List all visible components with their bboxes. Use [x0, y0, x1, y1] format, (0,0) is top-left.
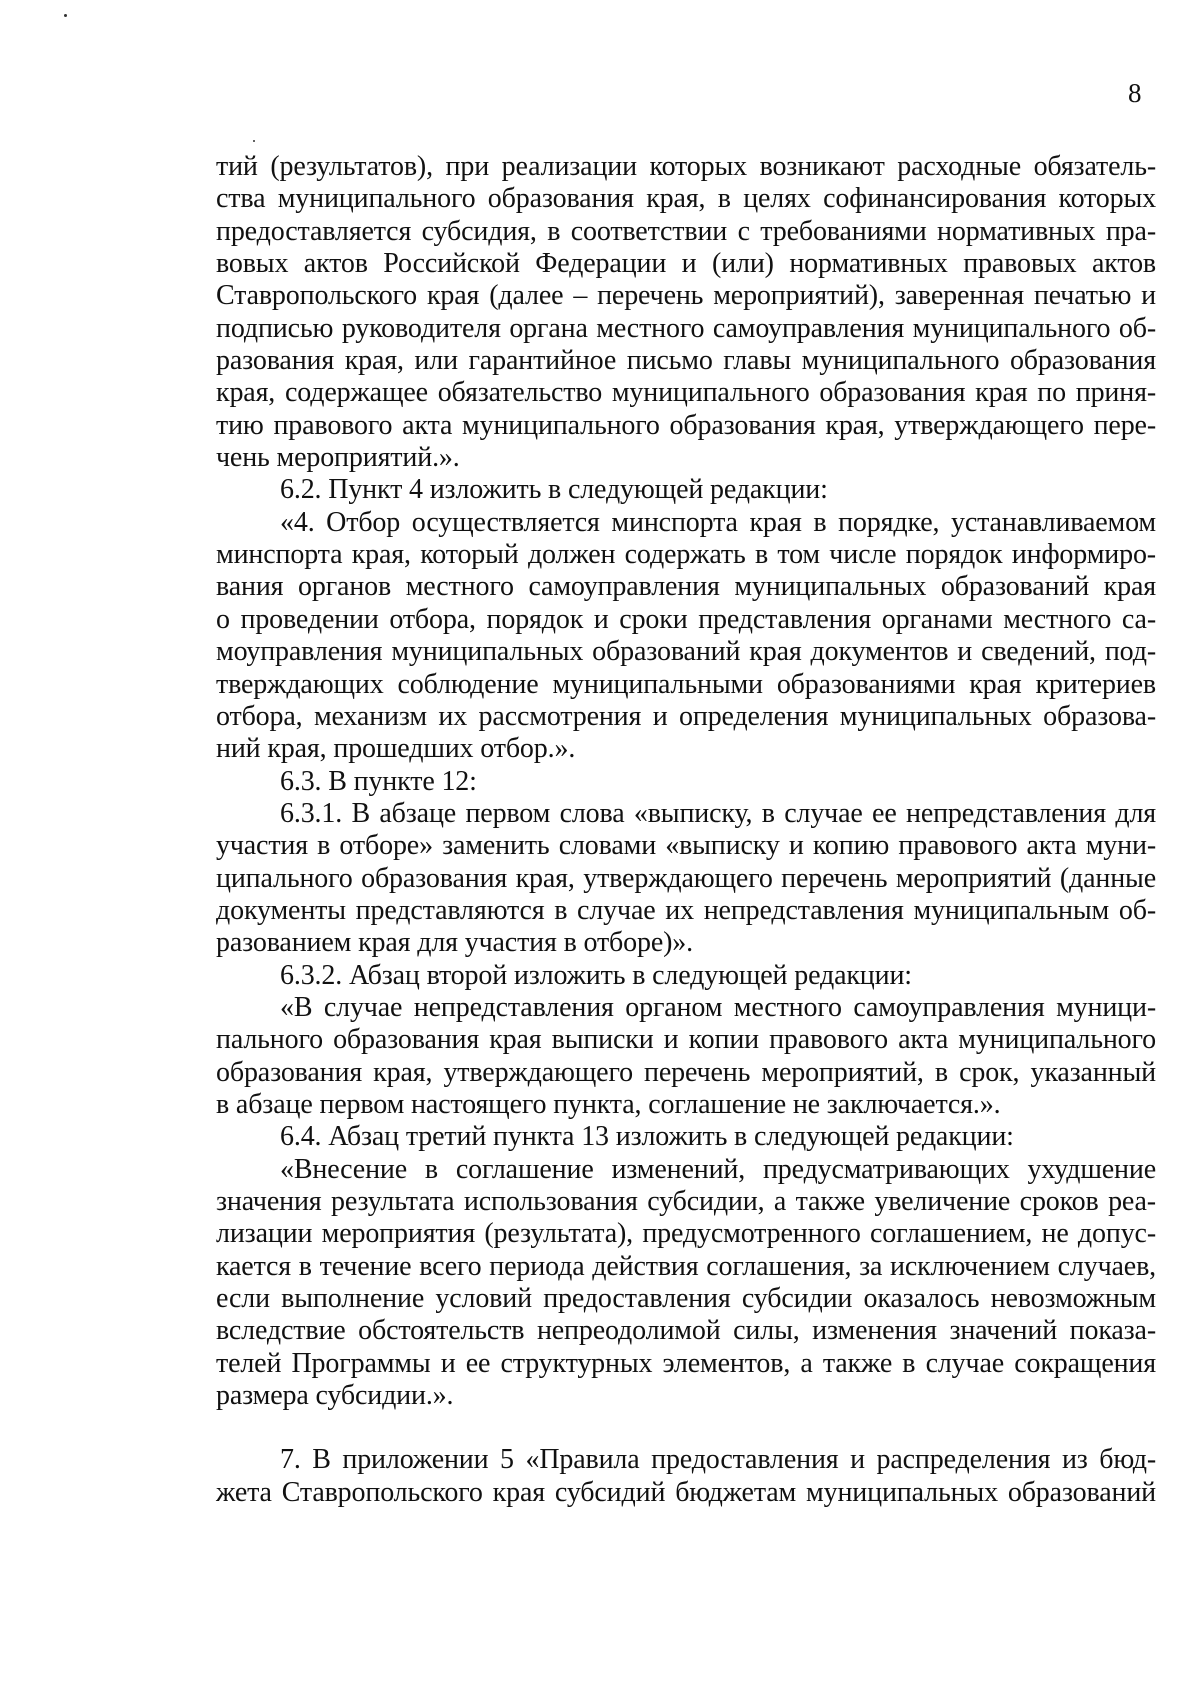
- text-line: тий (результатов), при реализации которых возникают расходные обязатель-: [216, 151, 1156, 182]
- text-line: 6.3.2. Абзац второй изложить в следующей редакции:: [280, 959, 912, 991]
- text-line: вания органов местного самоуправления муниципальных образований края: [216, 571, 1156, 603]
- text-line: тию правового акта муниципального образования края, утверждающего пере-: [216, 409, 1156, 441]
- text-line: разования края, или гарантийное письмо главы муниципального образования: [216, 345, 1156, 377]
- text-line: если выполнение условий предоставления субсидии оказалось невозможным: [216, 1283, 1156, 1315]
- text-line: 6.3. В пункте 12:: [280, 765, 477, 797]
- document-body: [216, 151, 1156, 1509]
- text-line: кается в течение всего периода действия соглашения, за исключением случаев,: [216, 1250, 1156, 1282]
- text-line: документы представляются в случае их непредставления муниципальным об-: [216, 894, 1156, 926]
- text-line: ства муниципального образования края, в целях софинансирования которых: [216, 183, 1156, 215]
- text-line: вследствие обстоятельств непреодолимой силы, изменения значений показа-: [216, 1315, 1156, 1347]
- text-line: разованием края для участия в отборе)».: [216, 927, 693, 959]
- text-line: подписью руководителя органа местного самоуправления муниципального об-: [216, 312, 1156, 344]
- text-line: размера субсидии.».: [216, 1380, 454, 1412]
- text-line: 7. В приложении 5 «Правила предоставления и распределения из бюд-: [280, 1444, 1156, 1476]
- text-line: о проведении отбора, порядок и сроки представления органами местного са-: [216, 603, 1156, 635]
- text-line: лизации мероприятия (результата), предусмотренного соглашением, не допус-: [216, 1218, 1156, 1250]
- scan-speck: [253, 140, 255, 142]
- text-line: ний края, прошедших отбор.».: [216, 733, 576, 765]
- scan-speck: [64, 14, 67, 17]
- text-line: «4. Отбор осуществляется минспорта края в порядке, устанавливаемом: [280, 506, 1156, 538]
- text-line: 6.2. Пункт 4 изложить в следующей редакции:: [280, 474, 828, 506]
- text-line: в абзаце первом настоящего пункта, соглашение не заключается.».: [216, 1088, 1001, 1120]
- text-line: отбора, механизм их рассмотрения и определения муниципальных образова-: [216, 700, 1156, 732]
- text-line: предоставляется субсидия, в соответствии с требованиями нормативных пра-: [216, 215, 1156, 247]
- text-line: участия в отборе» заменить словами «выписку и копию правового акта муни-: [216, 830, 1156, 862]
- text-line: телей Программы и ее структурных элементов, а также в случае сокращения: [216, 1347, 1156, 1379]
- text-line: чень мероприятий.».: [216, 442, 460, 474]
- text-line: жета Ставропольского края субсидий бюджетам муниципальных образований: [216, 1476, 1156, 1508]
- text-line: минспорта края, который должен содержать в том числе порядок информиро-: [216, 539, 1156, 571]
- text-line: пального образования края выписки и копии правового акта муниципального: [216, 1024, 1156, 1056]
- text-line: 6.4. Абзац третий пункта 13 изложить в следующей редакции:: [280, 1121, 1014, 1153]
- text-line: «Внесение в соглашение изменений, предусматривающих ухудшение: [280, 1153, 1156, 1185]
- text-line: края, содержащее обязательство муниципального образования края по приня-: [216, 377, 1156, 409]
- text-line: вовых актов Российской Федерации и (или) нормативных правовых актов: [216, 248, 1156, 280]
- text-line: ципального образования края, утверждающего перечень мероприятий (данные: [216, 862, 1156, 894]
- text-line: значения результата использования субсидии, а также увеличение сроков реа-: [216, 1186, 1156, 1217]
- text-line: «В случае непредставления органом местного самоуправления муници-: [280, 991, 1156, 1023]
- text-line: образования края, утверждающего перечень мероприятий, в срок, указанный: [216, 1056, 1156, 1088]
- text-line: тверждающих соблюдение муниципальными образованиями края критериев: [216, 668, 1156, 700]
- text-line: Ставропольского края (далее – перечень мероприятий), заверенная печатью и: [216, 280, 1156, 312]
- page-number: 8: [1128, 78, 1142, 108]
- text-line: 6.3.1. В абзаце первом слова «выписку, в случае ее непредставления для: [280, 797, 1156, 829]
- text-line: моуправления муниципальных образований края документов и сведений, под-: [216, 636, 1156, 668]
